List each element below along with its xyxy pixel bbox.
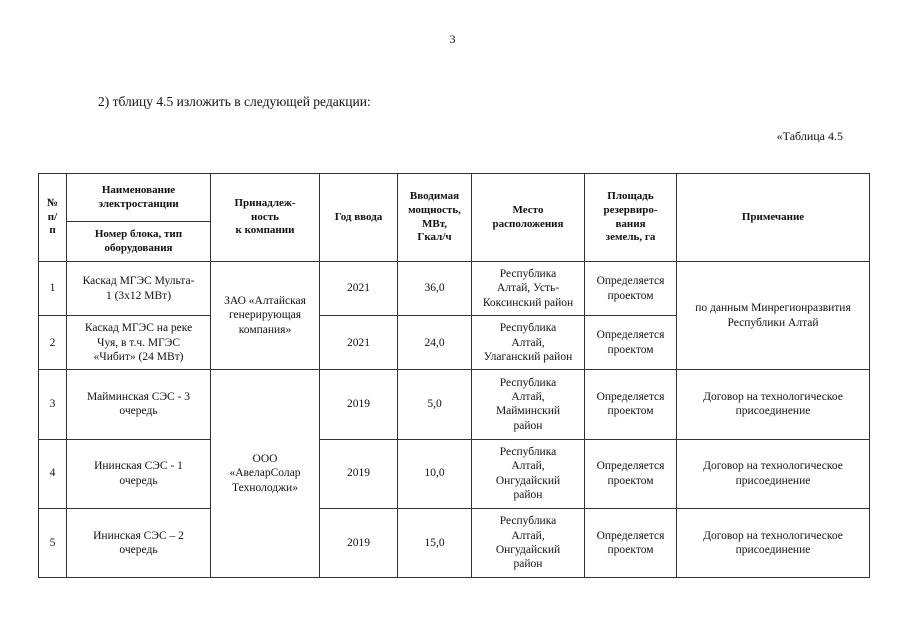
station-name: Ининская СЭС – 2 очередь bbox=[67, 508, 211, 577]
row-num: 1 bbox=[39, 262, 67, 316]
station-name: Каскад МГЭС на реке Чуя, в т.ч. МГЭС «Чибит» (24 МВт) bbox=[67, 316, 211, 370]
area: Определяется проектом bbox=[585, 370, 677, 439]
year: 2019 bbox=[320, 508, 398, 577]
header-block: Номер блока, тип оборудования bbox=[67, 222, 211, 262]
header-company: Принадлеж- ность к компании bbox=[211, 174, 320, 262]
page-number: 3 bbox=[449, 32, 456, 46]
power-stations-table bbox=[38, 173, 870, 578]
company-name: ЗАО «Алтайская генерирующая компания» bbox=[211, 262, 320, 370]
header-year: Год ввода bbox=[320, 174, 398, 262]
capacity: 24,0 bbox=[398, 316, 472, 370]
station-name: Майминская СЭС - 3 очередь bbox=[67, 370, 211, 439]
header-capacity: Вводимая мощность, МВт, Гкал/ч bbox=[398, 174, 472, 262]
note: по данным Минрегионразвития Республики Алтай bbox=[677, 262, 870, 370]
capacity: 15,0 bbox=[398, 508, 472, 577]
row-num: 3 bbox=[39, 370, 67, 439]
area: Определяется проектом bbox=[585, 262, 677, 316]
header-area: Площадь резервиро- вания земель, га bbox=[585, 174, 677, 262]
location: Республика Алтай, Майминский район bbox=[472, 370, 585, 439]
location: Республика Алтай, Онгудайский район bbox=[472, 508, 585, 577]
intro-text: 2) тблицу 4.5 изложить в следующей редакции: bbox=[98, 94, 371, 109]
location: Республика Алтай, Улаганский район bbox=[472, 316, 585, 370]
area: Определяется проектом bbox=[585, 439, 677, 508]
header-num: № п/ п bbox=[39, 174, 67, 262]
year: 2019 bbox=[320, 439, 398, 508]
company-name: ООО «АвеларСолар Технолоджи» bbox=[211, 370, 320, 578]
table-row bbox=[39, 262, 870, 316]
year: 2021 bbox=[320, 316, 398, 370]
year: 2021 bbox=[320, 262, 398, 316]
header-station: Наименование электростанции bbox=[67, 174, 211, 222]
note: Договор на технологическое присоединение bbox=[677, 439, 870, 508]
row-num: 2 bbox=[39, 316, 67, 370]
location: Республика Алтай, Онгудайский район bbox=[472, 439, 585, 508]
row-num: 5 bbox=[39, 508, 67, 577]
note: Договор на технологическое присоединение bbox=[677, 370, 870, 439]
capacity: 10,0 bbox=[398, 439, 472, 508]
table-row bbox=[39, 439, 870, 508]
capacity: 36,0 bbox=[398, 262, 472, 316]
note: Договор на технологическое присоединение bbox=[677, 508, 870, 577]
table-row bbox=[39, 370, 870, 439]
area: Определяется проектом bbox=[585, 316, 677, 370]
location: Республика Алтай, Усть- Коксинский район bbox=[472, 262, 585, 316]
area: Определяется проектом bbox=[585, 508, 677, 577]
capacity: 5,0 bbox=[398, 370, 472, 439]
header-note: Примечание bbox=[677, 174, 870, 262]
table-row bbox=[39, 508, 870, 577]
header-location: Место расположения bbox=[472, 174, 585, 262]
row-num: 4 bbox=[39, 439, 67, 508]
table-caption: «Таблица 4.5 bbox=[776, 129, 843, 143]
station-name: Каскад МГЭС Мульта- 1 (3х12 МВт) bbox=[67, 262, 211, 316]
station-name: Ининская СЭС - 1 очередь bbox=[67, 439, 211, 508]
year: 2019 bbox=[320, 370, 398, 439]
